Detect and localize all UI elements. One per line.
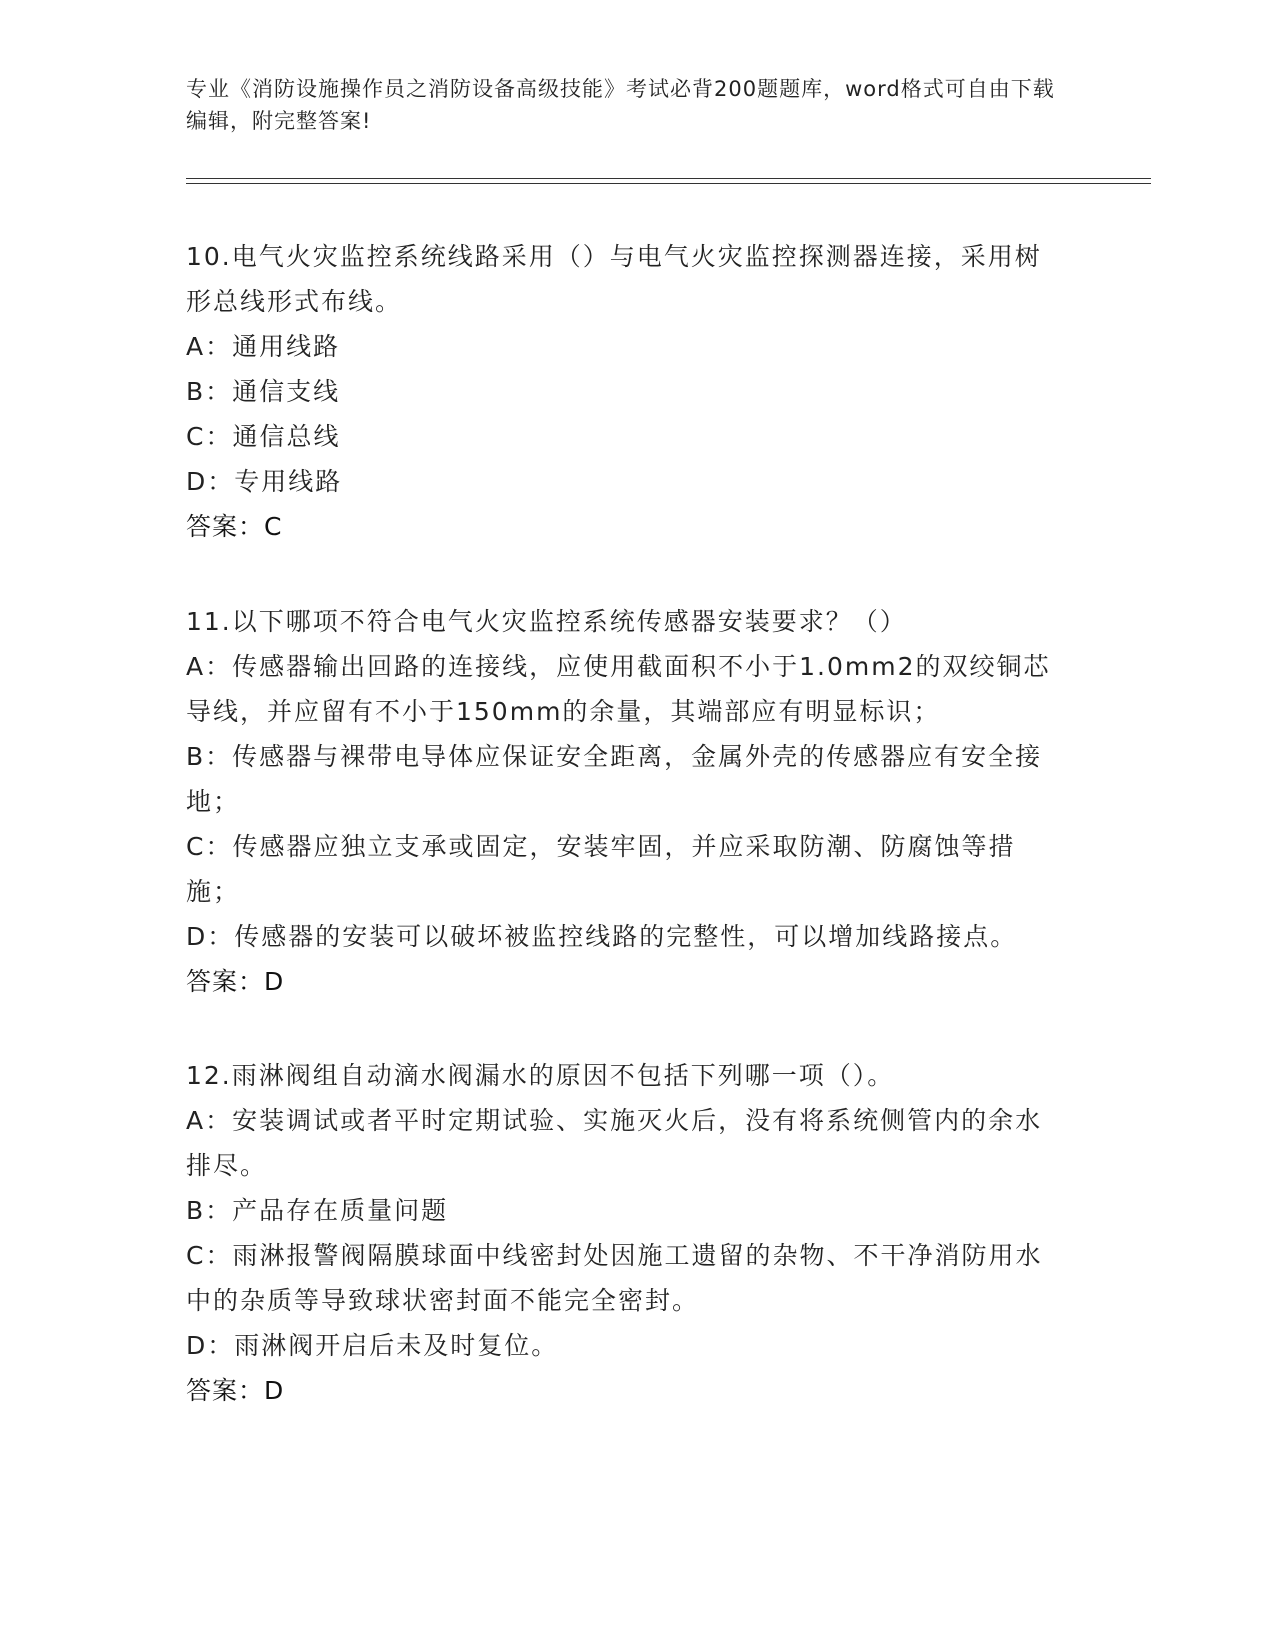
option-c: C：传感器应独立支承或固定，安装牢固，并应采取防潮、防腐蚀等措施； <box>186 832 1016 906</box>
option-b: B：通信支线 <box>186 377 341 406</box>
option-a: A：通用线路 <box>186 332 341 361</box>
question-stem: 11.以下哪项不符合电气火灾监控系统传感器安装要求？（） <box>186 607 907 636</box>
answer-text: 答案：D <box>186 967 285 996</box>
answer-text: 答案：D <box>186 1376 285 1405</box>
option-a: A：传感器输出回路的连接线，应使用截面积不小于1.0mm2的双绞铜芯导线，并应留有不小于150mm的余量，其端部应有明显标识； <box>186 652 1051 726</box>
question-stem: 10.电气火灾监控系统线路采用（）与电气火灾监控探测器连接，采用树形总线形式布线。 <box>186 242 1042 316</box>
option-d: D：传感器的安装可以破坏被监控线路的完整性，可以增加线路接点。 <box>186 922 1018 951</box>
option-b: B：产品存在质量问题 <box>186 1196 449 1225</box>
question-10 <box>186 234 1066 549</box>
header-divider-top <box>186 178 1151 179</box>
option-b: B：传感器与裸带电导体应保证安全距离，金属外壳的传感器应有安全接地； <box>186 742 1043 816</box>
option-c: C：雨淋报警阀隔膜球面中线密封处因施工遗留的杂物、不干净消防用水中的杂质等导致球状密封面不能完全密封。 <box>186 1241 1043 1315</box>
question-12 <box>186 1053 1066 1413</box>
question-stem: 12.雨淋阀组自动滴水阀漏水的原因不包括下列哪一项（）。 <box>186 1061 895 1090</box>
question-11 <box>186 599 1066 1004</box>
answer-text: 答案：C <box>186 512 283 541</box>
header-text: 专业《消防设施操作员之消防设备高级技能》考试必背200题题库，word格式可自由下载编辑，附完整答案! <box>186 77 1055 133</box>
option-c: C：通信总线 <box>186 422 341 451</box>
header-divider-bottom <box>186 183 1151 184</box>
option-a: A：安装调试或者平时定期试验、实施灭火后，没有将系统侧管内的余水排尽。 <box>186 1106 1043 1180</box>
document-header <box>186 73 1066 137</box>
option-d: D：专用线路 <box>186 467 343 496</box>
option-d: D：雨淋阀开启后未及时复位。 <box>186 1331 559 1360</box>
